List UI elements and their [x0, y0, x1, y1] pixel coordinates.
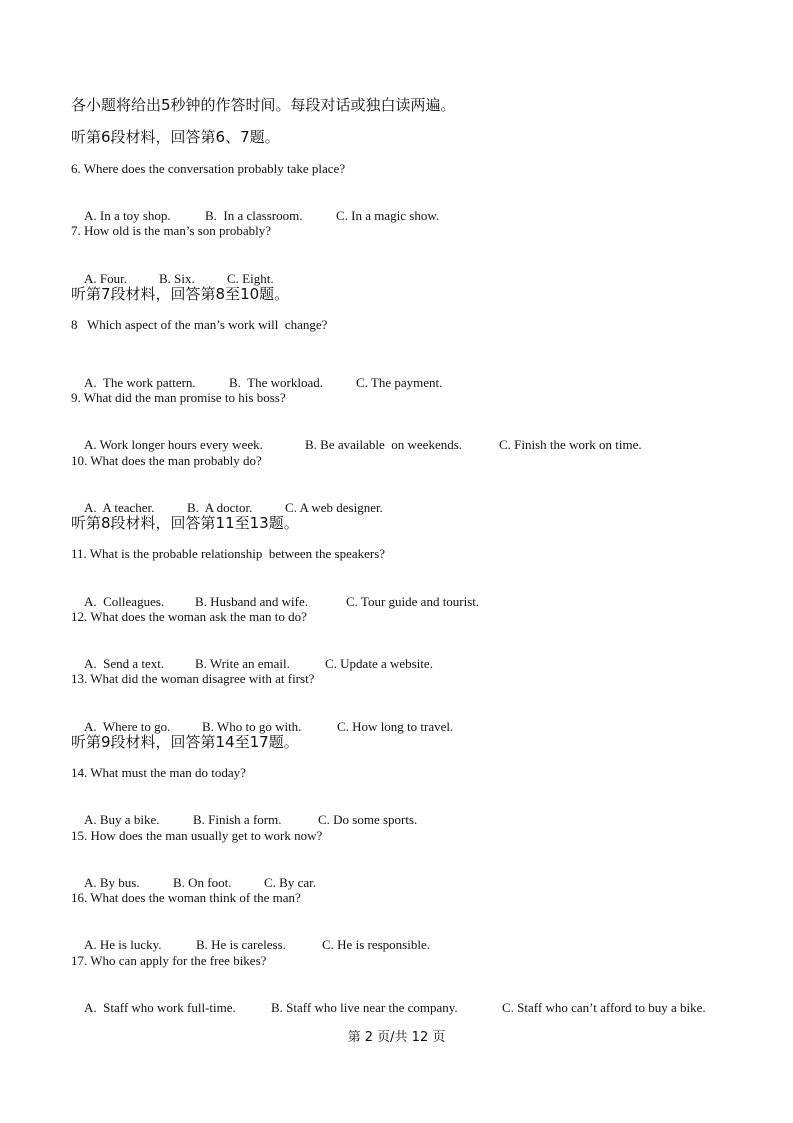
- option-c: C. The payment.: [356, 375, 443, 390]
- option-c: C. Tour guide and tourist.: [346, 594, 480, 609]
- option-b: B. Be available on weekends.: [305, 437, 463, 452]
- option-a: A. Send a text.: [84, 656, 165, 671]
- option-a: A. He is lucky.: [84, 937, 162, 952]
- option-b: B. He is careless.: [196, 937, 286, 952]
- question-6: 6. Where does the conversation probably take place?: [71, 161, 346, 176]
- question-10: 10. What does the man probably do?: [71, 453, 262, 468]
- option-a: A. By bus.: [84, 875, 140, 890]
- option-b: B. Write an email.: [195, 656, 290, 671]
- option-b: B. Staff who live near the company.: [271, 1000, 458, 1015]
- option-c: C. In a magic show.: [336, 208, 440, 223]
- section-heading-7: 听第7段材料，回答第8至10题。: [71, 285, 290, 303]
- option-c: C. How long to travel.: [337, 719, 454, 734]
- option-c: C. Do some sports.: [318, 812, 418, 827]
- section-heading-9: 听第9段材料，回答第14至17题。: [71, 733, 299, 751]
- option-a: A. Work longer hours every week.: [84, 437, 263, 452]
- option-c: C. Staff who can’t afford to buy a bike.: [502, 1000, 706, 1015]
- option-b: B. Husband and wife.: [195, 594, 309, 609]
- option-b: B. In a classroom.: [205, 208, 303, 223]
- question-7: 7. How old is the man’s son probably?: [71, 223, 272, 238]
- option-c: C. Eight.: [227, 271, 274, 286]
- option-a: A. In a toy shop.: [84, 208, 171, 223]
- option-b: B. Who to go with.: [202, 719, 302, 734]
- options-17: [71, 984, 706, 1032]
- option-a: A. The work pattern.: [84, 375, 196, 390]
- question-9: 9. What did the man promise to his boss?: [71, 390, 286, 405]
- option-b: B. Six.: [159, 271, 195, 286]
- question-14: 14. What must the man do today?: [71, 765, 246, 780]
- option-c: C. By car.: [264, 875, 316, 890]
- option-c: C. A web designer.: [285, 500, 383, 515]
- question-12: 12. What does the woman ask the man to do?: [71, 609, 307, 624]
- option-c: C. He is responsible.: [322, 937, 430, 952]
- option-b: B. The workload.: [229, 375, 323, 390]
- option-a: A. Buy a bike.: [84, 812, 160, 827]
- option-b: B. A doctor.: [187, 500, 253, 515]
- question-17: 17. Who can apply for the free bikes?: [71, 953, 267, 968]
- option-a: A. Colleagues.: [84, 594, 165, 609]
- option-a: A. Where to go.: [84, 719, 171, 734]
- page-footer: 第 2 页/共 12 页: [347, 1030, 446, 1045]
- section-heading-6: 听第6段材料，回答第6、7题。: [71, 128, 280, 146]
- option-b: B. Finish a form.: [193, 812, 282, 827]
- question-13: 13. What did the woman disagree with at first?: [71, 671, 315, 686]
- option-a: A. Staff who work full-time.: [84, 1000, 236, 1015]
- question-11: 11. What is the probable relationship between the speakers?: [71, 546, 386, 561]
- intro-text: 各小题将给出5秒钟的作答时间。每段对话或独白读两遍。: [71, 96, 456, 114]
- question-15: 15. How does the man usually get to work now?: [71, 828, 323, 843]
- question-16: 16. What does the woman think of the man?: [71, 890, 301, 905]
- option-a: A. A teacher.: [84, 500, 155, 515]
- option-c: C. Finish the work on time.: [499, 437, 642, 452]
- option-a: A. Four.: [84, 271, 127, 286]
- option-c: C. Update a website.: [325, 656, 433, 671]
- option-b: B. On foot.: [173, 875, 232, 890]
- section-heading-8: 听第8段材料，回答第11至13题。: [71, 514, 299, 532]
- question-8: 8 Which aspect of the man’s work will change?: [71, 317, 328, 332]
